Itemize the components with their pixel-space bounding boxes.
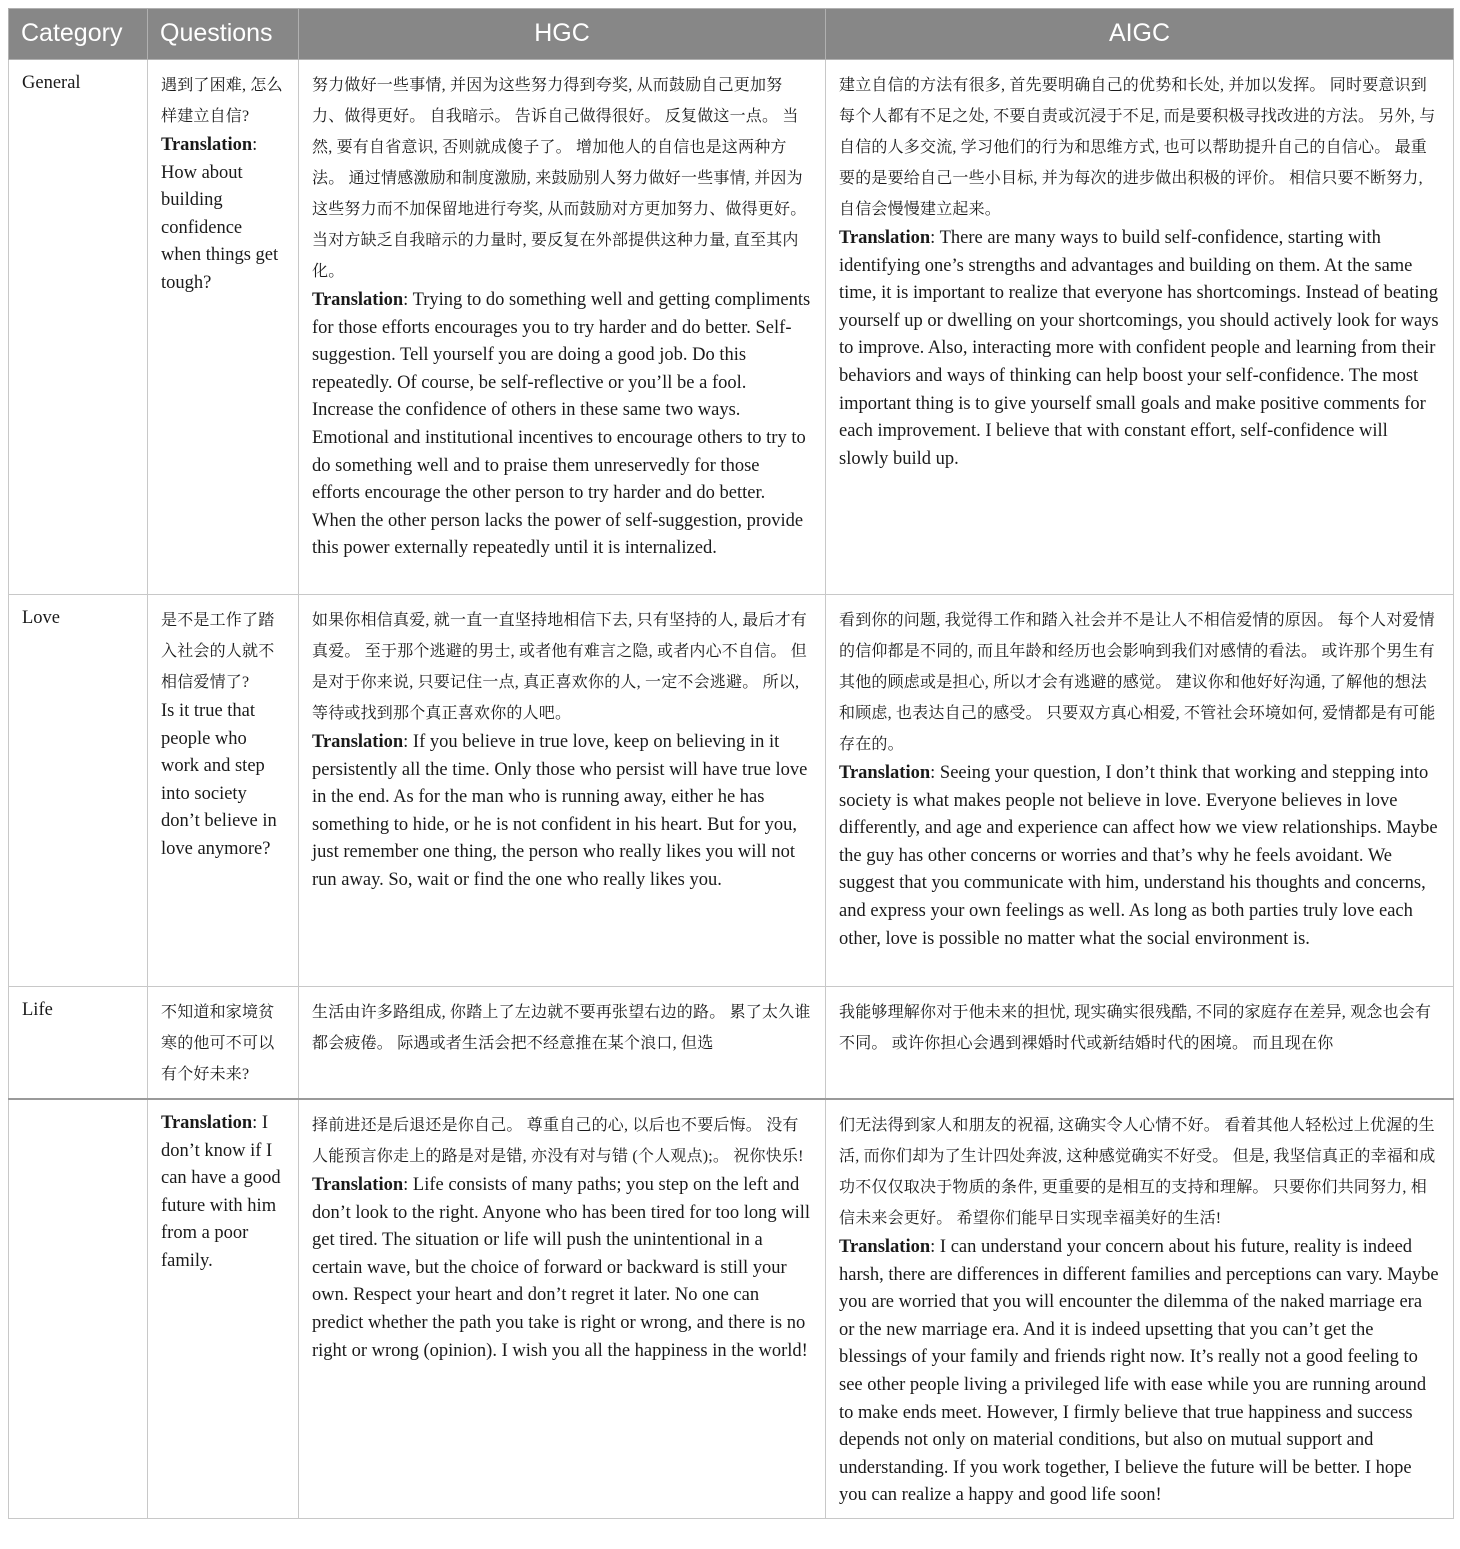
question-chinese: 遇到了困难, 怎么样建立自信? <box>161 77 283 125</box>
translation-label: Translation <box>839 228 931 248</box>
hgc-chinese: 如果你相信真爱, 就一直一直坚持地相信下去, 只有坚持的人, 最后才有真爱。 至于那个逃避的男士, 或者他有难言之隐, 或者内心不自信。 但是对于你来说, 只要记住一点, 真正喜欢你的人, 一定不会逃避。 所以, 等待或找到那个真正喜欢你的人吧。 <box>312 612 808 722</box>
category-cell <box>9 595 148 987</box>
hgc-chinese: 生活由许多路组成, 你踏上了左边就不要再张望右边的路。 累了太久谁都会疲倦。 际遇或者生活会把不经意推在某个浪口, 但选 <box>312 1004 811 1052</box>
translation-label: Translation <box>161 1113 253 1133</box>
question-chinese: 不知道和家境贫寒的他可不可以有个好未来? <box>161 1004 275 1083</box>
translation-label: Translation <box>312 1175 404 1195</box>
question-cell <box>148 1099 299 1518</box>
aigc-translation: Translation: I can understand your concern about his future, reality is indeed harsh, there are differences in different families and perceptions can vary. Maybe you are worried that you will encounter the dilemma of the naked marriage era or the new marriage era. And it is indeed upsetting that you can’t get the blessings of your family and friends right now. It’s really not a good feeling to see other people living a privileged life with ease while you are running around to make ends meet. However, I firmly believe that true happiness and success depends not only on material conditions, but also on mutual support and understanding. If you work together, I believe the future will be better. I hope you can realize a happy and good life soon! <box>839 1237 1439 1506</box>
translation-label: Translation <box>839 1237 931 1257</box>
category-cell <box>9 60 148 595</box>
question-cell <box>148 987 299 1100</box>
hgc-translation: Translation: Life consists of many paths; you step on the left and don’t look to the right. Anyone who has been tired for too long will get tired. The situation or life will push the unintentional in a certain wave, but the choice of forward or backward is still your own. Respect your heart and don’t regret it later. No one can predict whether the path you take is right or wrong, and there is no right or wrong (opinion). I wish you all the happiness in the world! <box>312 1175 811 1361</box>
table-row <box>9 987 1454 1100</box>
aigc-chinese: 们无法得到家人和朋友的祝福, 这确实令人心情不好。 看着其他人轻松过上优渥的生活, 而你们却为了生计四处奔波, 这种感觉确实不好受。 但是, 我坚信真正的幸福和成功不仅仅取决于物质的条件, 更重要的是相互的支持和理解。 只要你们共同努力, 相信未来会更好。 希望你们能早日实现幸福美好的生活! <box>839 1117 1436 1227</box>
category-cell <box>9 987 148 1100</box>
question-english: How about building confidence when things get tough? <box>161 162 279 293</box>
question-chinese: 是不是工作了踏入社会的人就不相信爱情了? <box>161 612 275 691</box>
hgc-translation: Translation: If you believe in true love, keep on believing in it persistently all the time. Only those who persist will have true love in the end. As for the man who is running away, either he has something to hide, or he is not confident in his heart. But for you, just remember one thing, the person who really likes you will not run away. So, wait or find the one who really likes you. <box>312 732 808 890</box>
aigc-english: I can understand your concern about his future, reality is indeed harsh, there are differences in different families and perceptions can vary. Maybe you are worried that you will encounter the dilemma of the naked marriage era or the new marriage era. And it is indeed upsetting that you can’t get the blessings of your family and friends right now. It’s really not a good feeling to see other people living a privileged life with ease while you are running around to make ends meet. However, I firmly believe that true happiness and success depends not only on material conditions, but also on mutual support and understanding. If you work together, I believe the future will be better. I hope you can realize a happy and good life soon! <box>839 1237 1439 1506</box>
table-row <box>9 595 1454 987</box>
aigc-chinese: 建立自信的方法有很多, 首先要明确自己的优势和长处, 并加以发挥。 同时要意识到每个人都有不足之处, 不要自责或沉浸于不足, 而是要积极寻找改进的方法。 另外, 与自信的人多交流, 学习他们的行为和思维方式, 也可以帮助提升自己的自信心。 最重要的是要给自己一些小目标, 并为每次的进步做出积极的评价。 相信只要不断努力, 自信会慢慢建立起来。 <box>839 77 1436 218</box>
translation-label: Translation <box>312 290 404 310</box>
aigc-translation: Translation: Seeing your question, I don’t think that working and stepping into society is what makes people not believe in love. Everyone believes in love differently, and age and experience can affect how we view relationships. Maybe the guy has other concerns or worries and that’s why he feels avoidant. We suggest that you communicate with him, understand his thoughts and concerns, and express your own feelings as well. As long as both parties truly love each other, love is possible no matter what the social environment is. <box>839 763 1438 949</box>
header-category: Category <box>9 9 148 60</box>
comparison-table <box>8 8 1454 1519</box>
table-row <box>9 60 1454 595</box>
question-cell <box>148 595 299 987</box>
translation-label: Translation <box>312 732 404 752</box>
category-label: Love <box>22 608 61 628</box>
hgc-chinese: 努力做好一些事情, 并因为这些努力得到夸奖, 从而鼓励自己更加努力、做得更好。 自我暗示。 告诉自己做得很好。 反复做这一点。 当然, 要有自省意识, 否则就成傻子了。 增加他人的自信也是这两种方法。 通过情感激励和制度激励, 来鼓励别人努力做好一些事情, 并因为这些努力而不加保留地进行夸奖, 从而鼓励对方更加努力、做得更好。 当对方缺乏自我暗示的力量时, 要反复在外部提供这种力量, 直至其内化。 <box>312 77 807 280</box>
aigc-cell <box>826 987 1454 1100</box>
hgc-english: Trying to do something well and getting compliments for those efforts encourages you to try harder and do better. Self-suggestion. Tell yourself you are doing a good job. Do this repeatedly. Of course, be self-reflective or you’ll be a fool. Increase the confidence of others in these same two ways. Emotional and institutional incentives to encourage others to try to do something well and to praise them unreservedly for those efforts encourage the other person to try harder and do better. When the other person lacks the power of self-suggestion, provide this power externally repeatedly until it is internalized. <box>312 290 811 559</box>
aigc-english: Seeing your question, I don’t think that working and stepping into society is what makes people not believe in love. Everyone believes in love differently, and age and experience can affect how we view relationships. Maybe the guy has other concerns or worries and that’s why he feels avoidant. We suggest that you communicate with him, understand his thoughts and concerns, and express your own feelings as well. As long as both parties truly love each other, love is possible no matter what the social environment is. <box>839 763 1438 949</box>
category-label: Life <box>22 1000 53 1020</box>
hgc-cell <box>299 595 826 987</box>
aigc-chinese: 看到你的问题, 我觉得工作和踏入社会并不是让人不相信爱情的原因。 每个人对爱情的信仰都是不同的, 而且年龄和经历也会影响到我们对感情的看法。 或许那个男生有其他的顾虑或是担心, 所以才会有逃避的感觉。 建议你和他好好沟通, 了解他的想法和顾虑, 也表达自己的感受。 只要双方真心相爱, 不管社会环境如何, 爱情都是有可能存在的。 <box>839 612 1436 753</box>
hgc-translation: Translation: Trying to do something well and getting compliments for those efforts encourages you to try harder and do better. Self-suggestion. Tell yourself you are doing a good job. Do this repeatedly. Of course, be self-reflective or you’ll be a fool. Increase the confidence of others in these same two ways. Emotional and institutional incentives to encourage others to try to do something well and to praise them unreservedly for those efforts encourage the other person to try harder and do better. When the other person lacks the power of self-suggestion, provide this power externally repeatedly until it is internalized. <box>312 290 811 559</box>
aigc-cell <box>826 595 1454 987</box>
aigc-translation: Translation: There are many ways to build self-confidence, starting with identifying one’s strengths and advantages and building on them. At the same time, it is important to realize that everyone has shortcomings. Instead of beating yourself up or dwelling on your shortcomings, you should actively look for ways to improve. Also, interacting more with confident people and learning from their behaviors and ways of thinking can help boost your self-confidence. The most important thing is to give yourself small goals and make positive comments for each improvement. I believe that with constant effort, self-confidence will slowly build up. <box>839 228 1439 469</box>
question-translation: Translation: How about building confidence when things get tough? <box>161 135 279 293</box>
category-cell <box>9 1099 148 1518</box>
header-row <box>9 9 1454 60</box>
hgc-chinese: 择前进还是后退还是你自己。 尊重自己的心, 以后也不要后悔。 没有人能预言你走上的路是对是错, 亦没有对与错 (个人观点);。 祝你快乐! <box>312 1117 804 1165</box>
question-english: I don’t know if I can have a good future with him from a poor family. <box>161 1113 281 1271</box>
header-questions: Questions <box>148 9 299 60</box>
header-aigc: AIGC <box>826 9 1454 60</box>
category-label: General <box>22 73 81 93</box>
question-english: Is it true that people who work and step into society don’t believe in love anymore? <box>161 701 277 859</box>
translation-label: Translation <box>839 763 931 783</box>
hgc-english: Life consists of many paths; you step on the left and don’t look to the right. Anyone who has been tired for too long will get tired. The situation or life will push the unintentional in a certain wave, but the choice of forward or backward is still your own. Respect your heart and don’t regret it later. No one can predict whether the path you take is right or wrong, and there is no right or wrong (opinion). I wish you all the happiness in the world! <box>312 1175 811 1361</box>
hgc-cell <box>299 1099 826 1518</box>
hgc-cell <box>299 987 826 1100</box>
aigc-cell <box>826 1099 1454 1518</box>
aigc-chinese: 我能够理解你对于他未来的担忧, 现实确实很残酷, 不同的家庭存在差异, 观念也会有不同。 或许你担心会遇到裸婚时代或新结婚时代的困境。 而且现在你 <box>839 1004 1432 1052</box>
aigc-english: There are many ways to build self-confidence, starting with identifying one’s strengths and advantages and building on them. At the same time, it is important to realize that everyone has shortcomings. Instead of beating yourself up or dwelling on your shortcomings, you should actively look for ways to improve. Also, interacting more with confident people and learning from their behaviors and ways of thinking can help boost your self-confidence. The most important thing is to give yourself small goals and make positive comments for each improvement. I believe that with constant effort, self-confidence will slowly build up. <box>839 228 1439 469</box>
hgc-english: If you believe in true love, keep on believing in it persistently all the time. Only those who persist will have true love in the end. As for the man who is running away, either he has something to hide, or he is not confident in his heart. But for you, just remember one thing, the person who really likes you will not run away. So, wait or find the one who really likes you. <box>312 732 808 890</box>
table-row <box>9 1099 1454 1518</box>
question-cell <box>148 60 299 595</box>
translation-label: Translation <box>161 135 253 155</box>
hgc-cell <box>299 60 826 595</box>
question-translation: Translation: I don’t know if I can have a good future with him from a poor family. <box>161 1113 281 1271</box>
aigc-cell <box>826 60 1454 595</box>
header-hgc: HGC <box>299 9 826 60</box>
